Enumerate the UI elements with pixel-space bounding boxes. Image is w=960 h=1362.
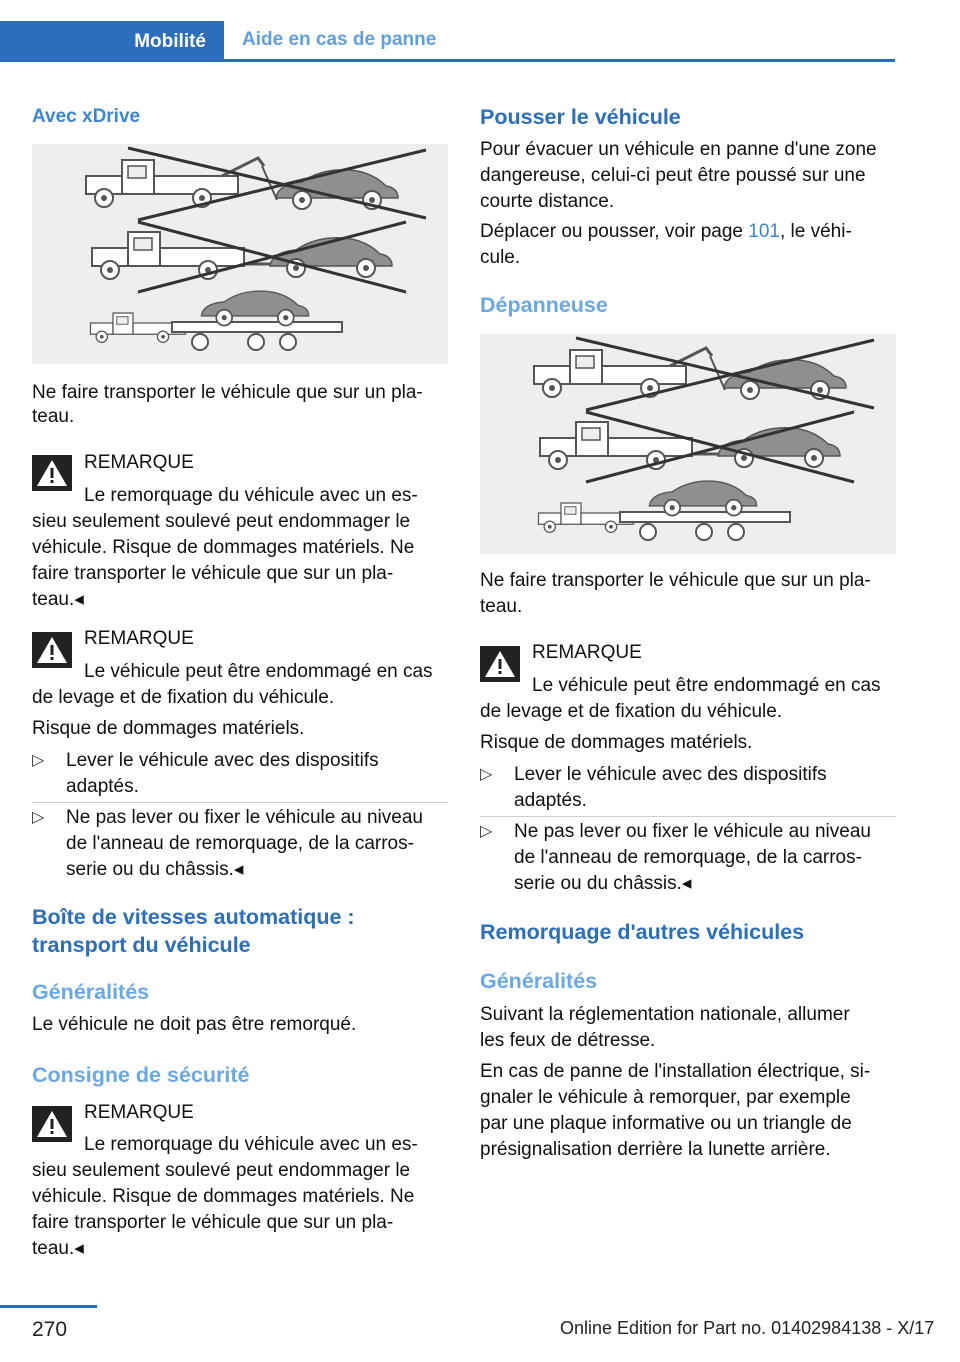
warning1-line2: sieu seulement soulevé peut endommager le [32,511,411,532]
warning2-line1: Le véhicule peut être endommagé en cas [84,661,433,682]
list-item [32,748,448,800]
header-rule [224,59,895,62]
page-header [0,0,895,62]
bullet2-line3: serie ou du châssis.◂ [66,859,244,880]
list-item [32,805,448,883]
warning2-line2: de levage et de fixation du véhicule. [32,687,335,708]
warning1-line3: véhicule. Risque de dommages matériels. Ne [32,537,415,558]
bullet2-line1: Ne pas lever ou fixer le véhicule au niveau [66,807,423,828]
bullet-text [514,819,871,897]
warning3-line2: sieu seulement soulevé peut endommager le [32,1160,411,1181]
warning-right-risk: Risque de dommages matériels. [480,732,753,753]
warning1-line1: Le remorquage du véhicule avec un es- [84,485,418,506]
bullet1-line2: adaptés. [66,776,139,797]
bullet1-line1: Lever le véhicule avec des dispositifs [66,750,379,771]
bullet-triangle-icon: ▷ [32,752,45,769]
auto-heading-line1: Boîte de vitesses automatique : [32,905,355,929]
electric-text-line3: par une plaque informative ou un triangle de [480,1113,852,1134]
warning-right-line1: Le véhicule peut être endommagé en cas [532,675,881,696]
warning-icon [32,632,72,668]
tow-illustration-depanneuse [480,334,896,554]
xdrive-caption-line1: Ne faire transporter le véhicule que sur un pla- [32,382,423,403]
move-text-line1 [480,219,852,245]
electric-text-line1: En cas de panne de l'installation électrique, si- [480,1061,871,1082]
page-number: 270 [32,1318,68,1341]
bullet1-line1: Lever le véhicule avec des dispositifs [514,764,827,785]
warning-icon [32,1106,72,1142]
general-heading-right: Généralités [480,969,598,993]
warning-right-label: REMARQUE [532,642,642,663]
bullet2-line3: serie ou du châssis.◂ [514,873,692,894]
move-text-after: , le véhi- [779,221,852,242]
warning3-line4: faire transporter le véhicule que sur un pla- [32,1212,394,1233]
tab-mobilite[interactable]: Mobilité [0,21,224,62]
auto-heading-line2: transport du véhicule [32,933,251,957]
bullet-text [66,805,423,883]
general-text-line2: les feux de détresse. [480,1030,656,1051]
warning1-line5: teau.◂ [32,589,84,610]
general-text-line1: Suivant la réglementation nationale, allumer [480,1004,850,1025]
warning-icon [32,455,72,491]
divider [32,802,448,803]
push-text-line3: courte distance. [480,191,615,212]
push-text-line2: dangereuse, celui-ci peut être poussé sur une [480,165,866,186]
warning1-label: REMARQUE [84,452,194,473]
general-text-left: Le véhicule ne doit pas être remorqué. [32,1014,357,1035]
warning3-label: REMARQUE [84,1102,194,1123]
warning-right-line2: de levage et de fixation du véhicule. [480,701,783,722]
tow-caption-line2: teau. [480,596,523,617]
warning3-line3: véhicule. Risque de dommages matériels. Ne [32,1186,415,1207]
electric-text-line2: gnaler le véhicule à remorquer, par exemple [480,1087,851,1108]
page-101-link[interactable]: 101 [748,221,780,242]
push-text-line1: Pour évacuer un véhicule en panne d'une zone [480,139,877,160]
general-heading-left: Généralités [32,980,150,1004]
tow-truck-heading: Dépanneuse [480,293,608,317]
bullet1-line2: adaptés. [514,790,587,811]
bullet-triangle-icon: ▷ [32,809,45,826]
tow-caption-line1: Ne faire transporter le véhicule que sur un pla- [480,570,871,591]
electric-text-line4: présignalisation derrière la lunette arrière. [480,1139,831,1160]
warning-icon [480,646,520,682]
bullet2-line1: Ne pas lever ou fixer le véhicule au niveau [514,821,871,842]
list-item [480,819,896,897]
move-text-line2: cule. [480,247,521,268]
bullet-triangle-icon: ▷ [480,766,493,783]
tab-aide-en-cas-de-panne[interactable]: Aide en cas de panne [242,29,437,50]
safety-heading: Consigne de sécurité [32,1063,250,1087]
push-vehicle-heading: Pousser le véhicule [480,105,681,129]
bullet-triangle-icon: ▷ [480,823,493,840]
bullet-text [514,762,827,814]
edition-text: Online Edition for Part no. 01402984138 - X/17 [560,1318,935,1338]
warning2-risk: Risque de dommages matériels. [32,718,305,739]
warning3-line1: Le remorquage du véhicule avec un es- [84,1134,418,1155]
tow-illustration-xdrive [32,144,448,364]
warning2-label: REMARQUE [84,628,194,649]
footer-rule [0,1305,97,1308]
bullet2-line2: de l'anneau de remorquage, de la carros- [66,833,414,854]
auto-transmission-heading [32,903,355,959]
list-item [480,762,896,814]
move-text-before: Déplacer ou pousser, voir page [480,221,749,242]
bullet2-line2: de l'anneau de remorquage, de la carros- [514,847,862,868]
warning1-line4: faire transporter le véhicule que sur un pla- [32,563,394,584]
xdrive-heading: Avec xDrive [32,106,141,127]
warning3-line5: teau.◂ [32,1238,84,1259]
divider [480,816,896,817]
xdrive-caption-line2: teau. [32,406,75,427]
bullet-text [66,748,379,800]
tow-other-vehicles-heading: Remorquage d'autres véhicules [480,920,805,944]
